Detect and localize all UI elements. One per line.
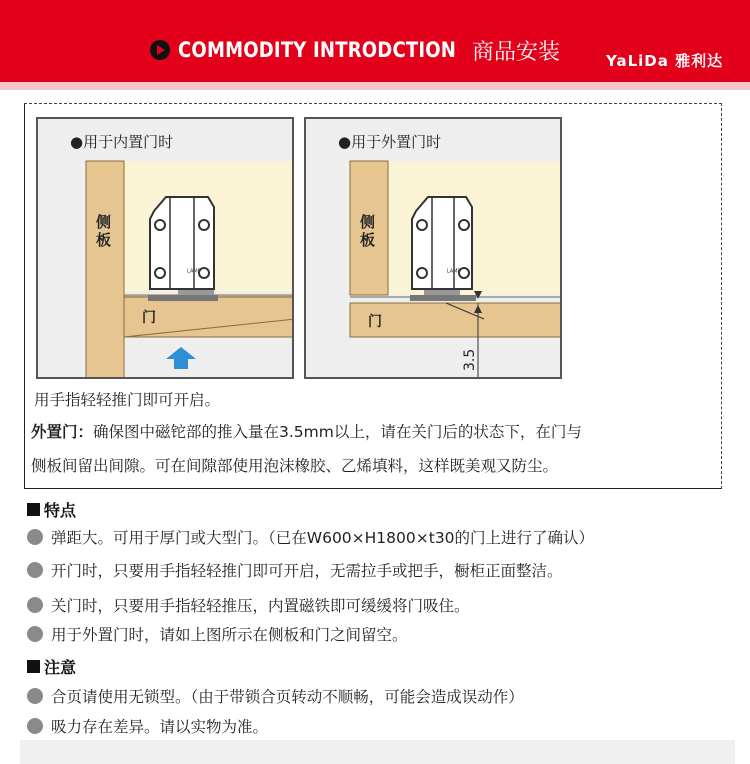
circle-bullet-icon (27, 529, 43, 545)
features-heading-text: 特点 (44, 501, 77, 520)
note-item-text: 吸力存在差异。请以实物为准。 (51, 718, 269, 736)
device-mark: LAMP (446, 268, 461, 275)
brand-logo: YaLiDa 雅利达 (606, 52, 724, 70)
side-panel-label: 侧板 (360, 213, 376, 249)
feature-item (27, 559, 563, 581)
header-strip (0, 82, 750, 90)
notes-heading (27, 655, 76, 678)
title-en: COMMODITY INTRODCTION (178, 38, 457, 62)
diagram-outer-label: ●用于外置门时 (338, 133, 442, 151)
door-label: 门 (142, 310, 156, 326)
description-line-2-text: 确保图中磁铊部的推入量在3.5mm以上，请在关门后的状态下，在门与 (93, 423, 582, 441)
device-mark: LAMP (187, 268, 201, 275)
circle-bullet-icon (27, 688, 43, 704)
bottom-bar (20, 740, 735, 764)
description-line-1: 用手指轻轻推门即可开启。 (34, 391, 221, 409)
feature-item-text: 开门时，只要用手指轻轻推门即可开启，无需拉手或把手，橱柜正面整洁。 (51, 562, 563, 580)
description-line-2 (31, 420, 582, 442)
feature-item (27, 594, 470, 616)
square-bullet-icon (27, 503, 40, 516)
note-item-text: 合页请使用无锁型。（由于带锁合页转动不顺畅，可能会造成误动作） (51, 688, 524, 706)
square-bullet-icon (27, 660, 40, 673)
door-label: 门 (368, 314, 382, 330)
circle-bullet-icon (27, 562, 43, 578)
feature-item-text: 关门时，只要用手指轻轻推压，内置磁铁即可缓缓将门吸住。 (51, 597, 470, 615)
side-panel-label: 侧板 (96, 213, 112, 249)
circle-bullet-icon (27, 626, 43, 642)
circle-bullet-icon (27, 718, 43, 734)
features-heading (27, 498, 76, 521)
notes-heading-text: 注意 (44, 658, 77, 677)
gap-dimension-label: 3.5 (462, 348, 478, 371)
description-line-3: 侧板间留出间隙。可在间隙部使用泡沫橡胶、乙烯填料，这样既美观又防尘。 (31, 457, 559, 475)
feature-item (27, 623, 408, 645)
diagram-outer-door (304, 117, 562, 379)
latch-device (410, 197, 476, 301)
diagram-inner-label: ●用于内置门时 (70, 133, 174, 151)
note-item (27, 685, 524, 707)
outer-door-title: 外置门： (31, 423, 94, 441)
diagram-inner-door (36, 117, 294, 379)
diagram-inner-svg (38, 119, 294, 379)
header-title (150, 34, 560, 66)
circle-bullet-icon (27, 597, 43, 613)
note-item (27, 715, 268, 737)
play-icon (150, 40, 170, 60)
feature-item (27, 526, 594, 548)
title-cn: 商品安装 (472, 39, 561, 65)
feature-item-text: 弹距大。可用于厚门或大型门。（已在W600×H1800×t30的门上进行了确认） (51, 529, 595, 547)
latch-device (148, 197, 218, 301)
diagram-outer-svg (306, 119, 562, 379)
feature-item-text: 用于外置门时，请如上图所示在侧板和门之间留空。 (51, 626, 408, 644)
